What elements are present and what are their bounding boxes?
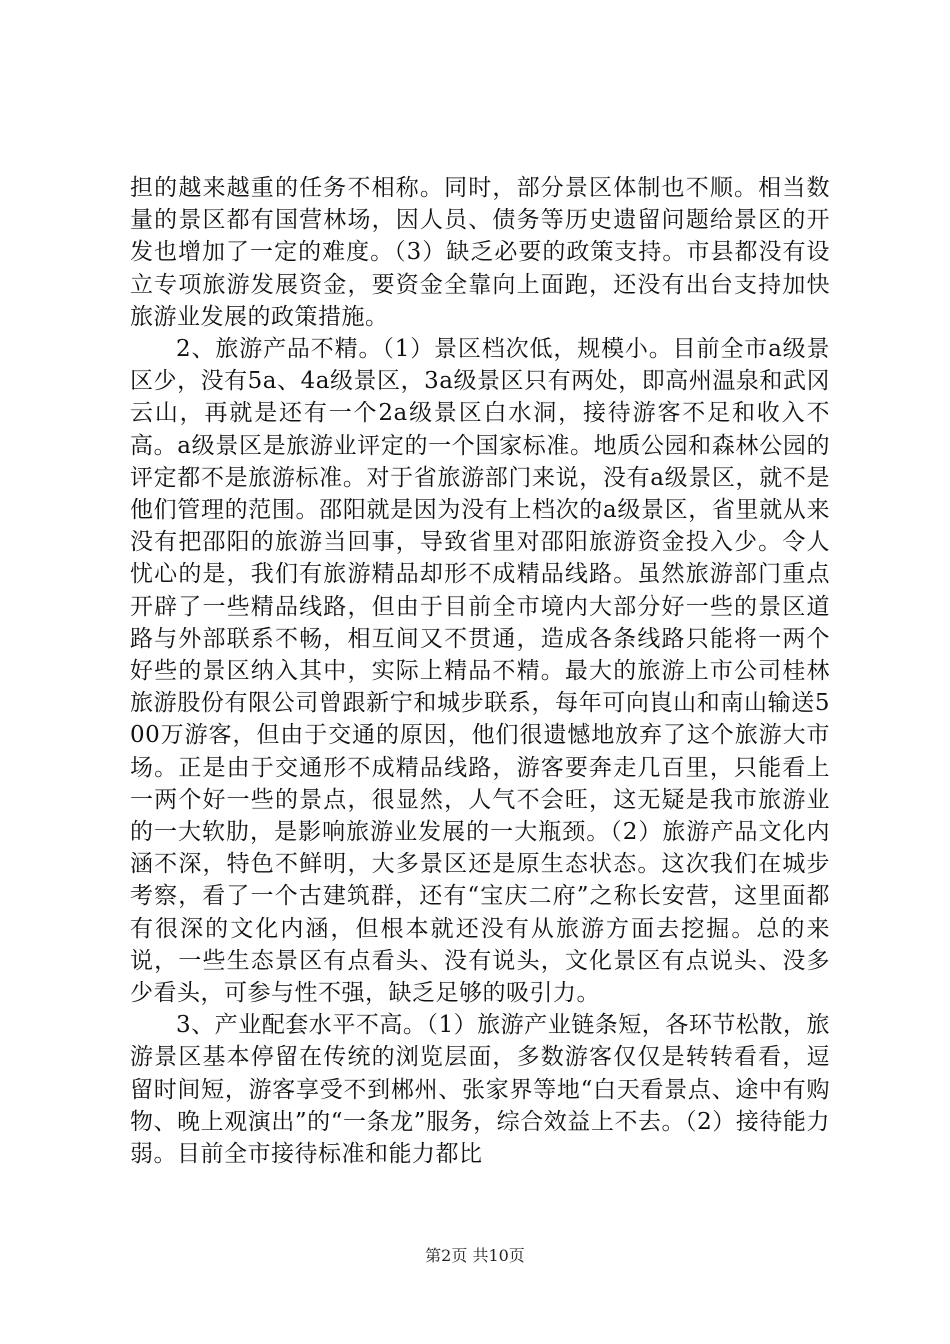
paragraph-1: 担的越来越重的任务不相称。同时，部分景区体制也不顺。相当数量的景区都有国营林场，因人员、债务等历史遗留问题给景区的开发也增加了一定的难度。（3）缺乏必要的政策支持。市县都没有设立专项旅游发展资金，要资金全靠向上面跑，还没有出台支持加快旅游业发展的政策措施。 [130,175,830,330]
document-body [130,172,830,1170]
paragraph-3: 3、产业配套水平不高。（1）旅游产业链条短，各环节松散，旅游景区基本停留在传统的浏览层面，多数游客仅仅是转转看看，逗留时间短，游客享受不到郴州、张家界等地“白天看景点、途中有购物、晚上观演出”的“一条龙”服务，综合效益上不去。（2）接待能力弱。目前全市接待标准和能力都比 [130,1012,830,1168]
page-footer: 第2页 共10页 [425,1246,525,1265]
paragraph-2: 2、旅游产品不精。（1）景区档次低，规模小。目前全市a级景区少，没有5a、4a级景区，3a级景区只有两处，即高州温泉和武冈云山，再就是还有一个2a级景区白水洞，接待游客不足和收入不高。a级景区是旅游业评定的一个国家标准。地质公园和森林公园的评定都不是旅游标准。对于省旅游部门来说，没有a级景区，就不是他们管理的范围。邵阳就是因为没有上档次的a级景区，省里就从来没有把邵阳的旅游当回事，导致省里对邵阳旅游资金投入少。令人忧心的是，我们有旅游精品却形不成精品线路。虽然旅游部门重点开辟了一些精品线路，但由于目前全市境内大部分好一些的景区道路与外部联系不畅，相互间又不贯通，造成各条线路只能将一两个好些的景区纳入其中，实际上精品不精。最大的旅游上市公司桂林旅游股份有限公司曾跟新宁和城步联系，每年可向崀山和南山输送500万游客，但由于交通的原因，他们很遗憾地放弃了这个旅游大市场。正是由于交通形不成精品线路，游客要奔走几百里，只能看上一两个好一些的景点，很显然，人气不会旺，这无疑是我市旅游业的一大软肋，是影响旅游业发展的一大瓶颈。（2）旅游产品文化内涵不深，特色不鲜明，大多景区还是原生态状态。这次我们在城步考察，看了一个古建筑群，还有“宝庆二府”之称长安营，这里面都有很深的文化内涵，但根本就还没有从旅游方面去挖掘。总的来说，一些生态景区有点看头、没有说头，文化景区有点说头、没多少看头，可参与性不强，缺乏足够的吸引力。 [130,336,830,1007]
